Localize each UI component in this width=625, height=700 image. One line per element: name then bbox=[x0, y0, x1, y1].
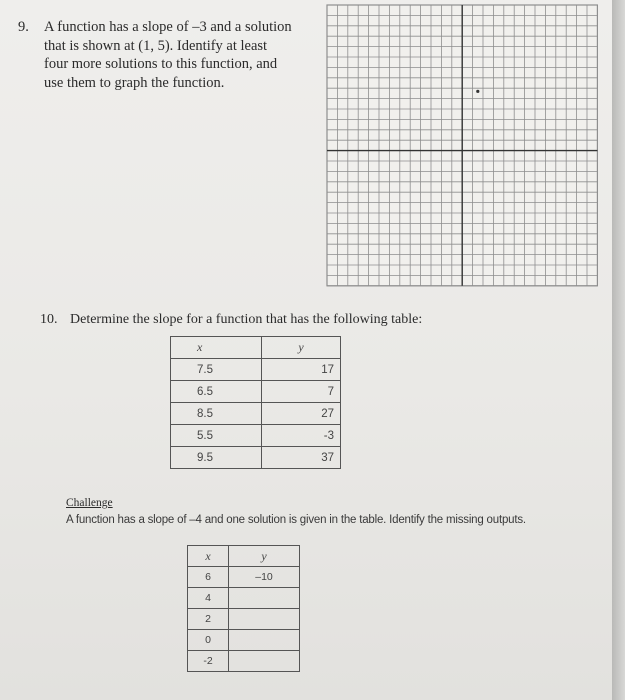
x-cell: 2 bbox=[188, 609, 229, 630]
question-9-text bbox=[44, 18, 304, 92]
x-cell: 8.5 bbox=[171, 403, 262, 425]
y-cell: 7 bbox=[262, 381, 341, 403]
y-column-header: y bbox=[229, 546, 300, 567]
question-9-line: use them to graph the function. bbox=[44, 74, 225, 91]
x-cell: 6 bbox=[188, 567, 229, 588]
table-row bbox=[171, 403, 341, 425]
slope-table bbox=[170, 336, 341, 469]
question-9-line: A function has a slope of –3 and a solution bbox=[44, 19, 292, 35]
table-row bbox=[171, 447, 341, 469]
page-edge bbox=[612, 0, 625, 700]
x-cell: -2 bbox=[188, 651, 229, 672]
table-row bbox=[171, 359, 341, 381]
table-row bbox=[188, 651, 300, 672]
x-cell: 0 bbox=[188, 630, 229, 651]
plotted-point bbox=[476, 90, 479, 93]
question-10-text: Determine the slope for a function that has the following table: bbox=[70, 312, 423, 327]
x-column-header: x bbox=[171, 337, 262, 359]
x-cell: 6.5 bbox=[171, 381, 262, 403]
x-cell: 5.5 bbox=[171, 425, 262, 447]
y-column-header: y bbox=[262, 337, 341, 359]
coordinate-grid[interactable] bbox=[324, 2, 604, 288]
table-header-row bbox=[188, 546, 300, 567]
table-row bbox=[188, 609, 300, 630]
x-cell: 7.5 bbox=[171, 359, 262, 381]
question-9-line: four more solutions to this function, and bbox=[44, 56, 278, 72]
answer-cell[interactable] bbox=[229, 588, 300, 609]
question-10-number: 10. bbox=[40, 312, 58, 327]
y-cell: –10 bbox=[229, 567, 300, 588]
y-cell: 27 bbox=[262, 403, 341, 425]
challenge-title: Challenge bbox=[66, 497, 113, 509]
x-cell: 4 bbox=[188, 588, 229, 609]
y-cell: -3 bbox=[262, 425, 341, 447]
table-row bbox=[188, 630, 300, 651]
table-row bbox=[171, 425, 341, 447]
table-row bbox=[188, 567, 300, 588]
table-row bbox=[188, 588, 300, 609]
challenge-table bbox=[187, 545, 300, 672]
x-column-header: x bbox=[188, 546, 229, 567]
answer-cell[interactable] bbox=[229, 609, 300, 630]
table-row bbox=[171, 381, 341, 403]
table-header-row bbox=[171, 337, 341, 359]
question-9-number: 9. bbox=[18, 19, 29, 35]
y-cell: 17 bbox=[262, 359, 341, 381]
answer-cell[interactable] bbox=[229, 651, 300, 672]
y-cell: 37 bbox=[262, 447, 341, 469]
answer-cell[interactable] bbox=[229, 630, 300, 651]
question-9-line: that is shown at (1, 5). Identify at least bbox=[44, 37, 268, 54]
x-cell: 9.5 bbox=[171, 447, 262, 469]
challenge-text: A function has a slope of –4 and one solution is given in the table. Identify the missing outputs. bbox=[66, 514, 526, 526]
